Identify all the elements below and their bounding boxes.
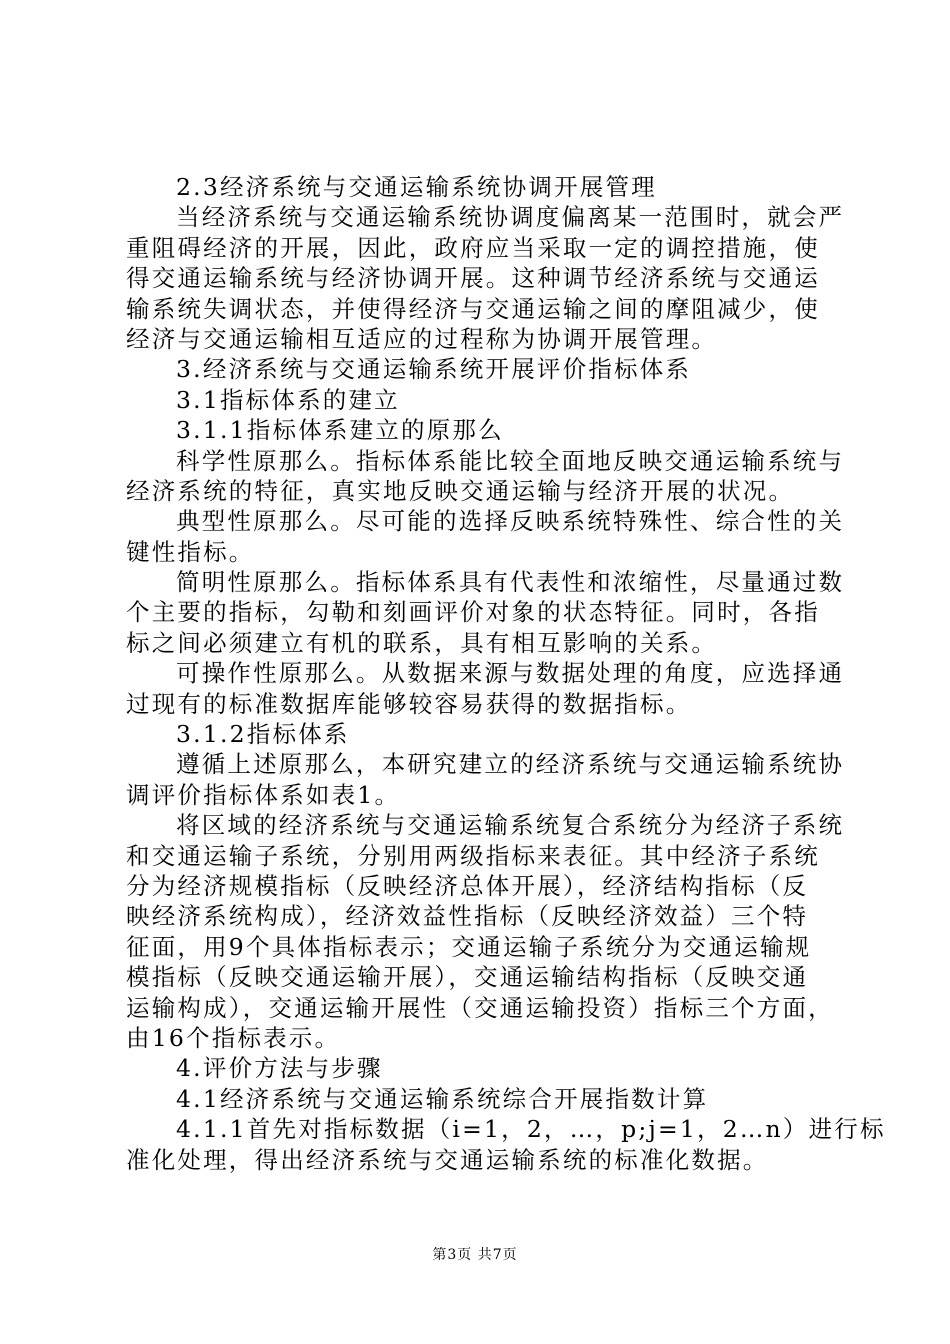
paragraph-line: 将区域的经济系统与交通运输系统复合系统分为经济子系统: [176, 811, 845, 840]
document-body: [0, 172, 950, 1175]
paragraph-line: 运输构成），交通运输开展性（交通运输投资）指标三个方面，: [126, 993, 834, 1022]
paragraph-line: 可操作性原那么。从数据来源与数据处理的角度，应选择通: [176, 659, 845, 688]
paragraph-line: 经济与交通运输相互适应的过程称为协调开展管理。: [126, 324, 718, 353]
paragraph-line: 4.1.1首先对指标数据（i=1，2，…，p;j=1，2…n）进行标: [176, 1115, 886, 1144]
section-heading: 4.评价方法与步骤: [176, 1054, 383, 1083]
paragraph-line: 科学性原那么。指标体系能比较全面地反映交通运输系统与: [176, 446, 845, 475]
paragraph-line: 得交通运输系统与经济协调开展。这种调节经济系统与交通运: [126, 264, 820, 293]
section-heading: 3.经济系统与交通运输系统开展评价指标体系: [176, 355, 692, 384]
paragraph-line: 和交通运输子系统，分别用两级指标来表征。其中经济子系统: [126, 841, 820, 870]
paragraph-line: 由16个指标表示。: [126, 1023, 341, 1052]
paragraph-line: 当经济系统与交通运输系统协调度偏离某一范围时，就会严: [176, 203, 845, 232]
paragraph-line: 经济系统的特征，真实地反映交通运输与经济开展的状况。: [126, 476, 795, 505]
page-footer: 第3页 共7页: [432, 1247, 518, 1263]
section-heading: 4.1经济系统与交通运输系统综合开展指数计算: [176, 1084, 709, 1113]
paragraph-line: 简明性原那么。指标体系具有代表性和浓缩性，尽量通过数: [176, 568, 845, 597]
paragraph-line: 个主要的指标，勾勒和刻画评价对象的状态特征。同时，各指: [126, 598, 820, 627]
section-heading: 2.3经济系统与交通运输系统协调开展管理: [176, 173, 657, 201]
paragraph-line: 重阻碍经济的开展，因此，政府应当采取一定的调控措施，使: [126, 233, 820, 262]
paragraph-line: 调评价指标体系如表1。: [126, 780, 401, 809]
paragraph-line: 输系统失调状态，并使得经济与交通运输之间的摩阻减少，使: [126, 294, 820, 323]
paragraph-line: 键性指标。: [126, 537, 255, 566]
paragraph-line: 映经济系统构成），经济效益性指标（反映经济效益）三个特: [126, 902, 809, 931]
paragraph-line: 标之间必须建立有机的联系，具有相互影响的关系。: [126, 628, 718, 657]
paragraph-line: 过现有的标准数据库能够较容易获得的数据指标。: [126, 689, 692, 718]
paragraph-line: 模指标（反映交通运输开展），交通运输结构指标（反映交通: [126, 963, 809, 992]
section-heading: 3.1.1指标体系建立的原那么: [176, 416, 504, 445]
paragraph-line: 分为经济规模指标（反映经济总体开展），经济结构指标（反: [126, 871, 809, 900]
paragraph-line: 征面，用9个具体指标表示；交通运输子系统分为交通运输规: [126, 932, 812, 961]
paragraph-line: 准化处理，得出经济系统与交通运输系统的标准化数据。: [126, 1145, 769, 1174]
paragraph-line: 典型性原那么。尽可能的选择反映系统特殊性、综合性的关: [176, 507, 845, 536]
section-heading: 3.1指标体系的建立: [176, 385, 400, 414]
section-heading: 3.1.2指标体系: [176, 720, 350, 749]
paragraph-line: 遵循上述原那么，本研究建立的经济系统与交通运输系统协: [176, 750, 845, 779]
